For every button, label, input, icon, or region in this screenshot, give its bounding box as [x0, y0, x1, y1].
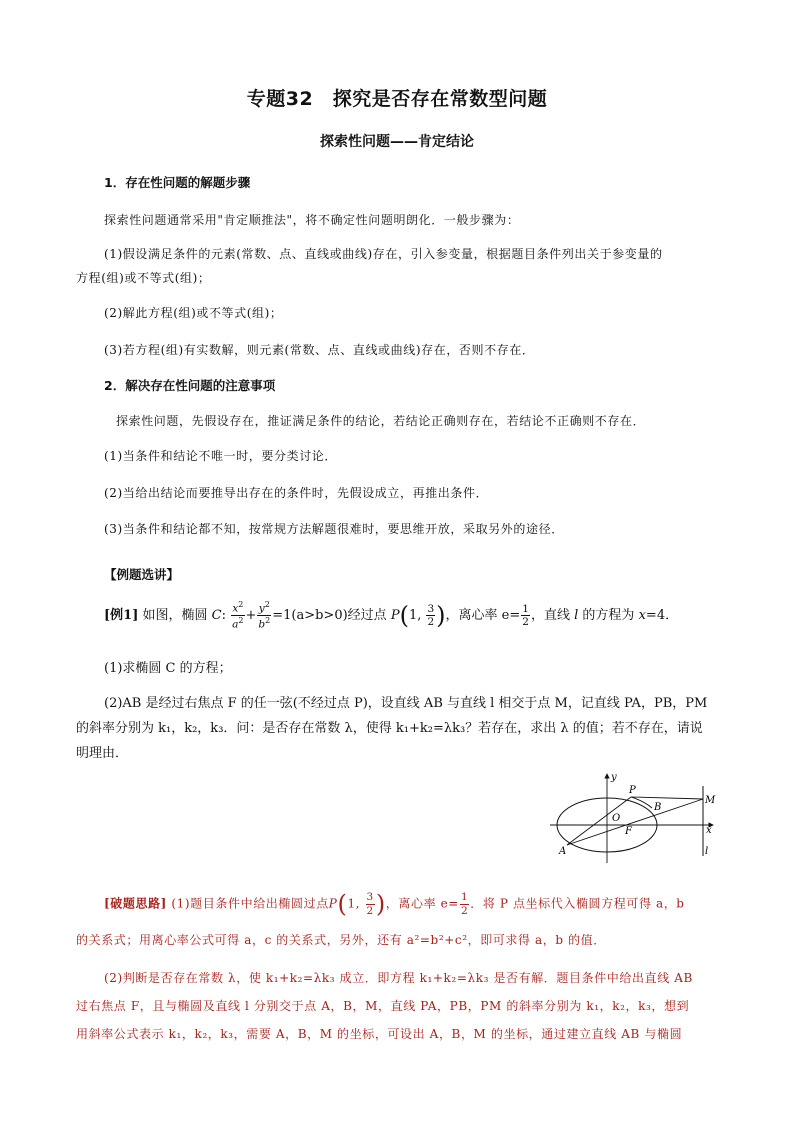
example1-text-e: =4． — [645, 608, 679, 623]
frac-den: 2 — [460, 904, 469, 917]
frac-3-2 — [366, 892, 375, 916]
colon: : — [221, 608, 226, 623]
section1-step1-line1: (1)假设满足条件的元素(常数、点、直线或曲线)存在，引入参变量，根据题目条件列出关于参变量的 — [104, 247, 663, 261]
section2-heading: 2．解决存在性问题的注意事项 — [104, 378, 276, 393]
section1-step2: (2)解此方程(组)或不等式(组)； — [104, 306, 283, 320]
example1-var-c: C — [211, 608, 222, 623]
examples-heading: 【例题选讲】 — [104, 567, 180, 582]
frac-num: 1 — [522, 602, 529, 615]
var-x: x — [638, 608, 646, 623]
frac-num: 1 — [460, 891, 469, 903]
frac-num: y — [258, 602, 265, 615]
label-p: P — [629, 785, 636, 796]
section1-step3: (3)若方程(组)有实数解，则元素(常数、点、直线或曲线)存在，否则不存在． — [104, 343, 535, 357]
frac-1-2 — [521, 604, 530, 628]
ellipse-figure — [545, 768, 725, 868]
label-x: x — [706, 825, 712, 836]
section2-intro: 探索性问题，先假设存在，推证满足条件的结论，若结论正确则存在，若结论不正确则不存在． — [116, 414, 646, 428]
label-b: B — [654, 802, 662, 813]
analysis-para1: [破题思路] (1)题目条件中给出椭圆过点P(1, $\frac{3}{2}$ )，离心率 e= $\frac{1}{2}$ ．将 P 点坐标代入椭圆方程可得 a，b — [104, 890, 685, 918]
page-title: 专题32 探究是否存在常数型问题 — [246, 88, 548, 110]
label-o: O — [612, 813, 621, 824]
frac-1-2 — [460, 892, 469, 916]
example1-part2-line1: (2)AB 是经过右焦点 F 的任一弦(不经过点 P)，设直线 AB 与直线 l 相交于点 M，记直线 PA，PB，PM — [104, 696, 708, 711]
label-f: F — [625, 826, 632, 837]
frac-num: 3 — [427, 602, 435, 615]
line-l: l — [574, 608, 579, 623]
section1-intro: 探索性问题通常采用"肯定顺推法"，将不确定性问题明朗化．一般步骤为： — [104, 213, 520, 227]
example1-statement: [例1] 如图，椭圆 C: $\frac{x^2}{a^2}$ + $\frac{y^2}{b^2}$ =1(a>b>0)经过点 P(1, $\frac{3}{2}$ )，离心率 e= $\frac{1}{2}$ ，直线 l 的方程为 x=4． — [104, 600, 679, 631]
example1-part1: (1)求椭圆 C 的方程； — [104, 661, 232, 676]
label-l: l — [705, 846, 709, 857]
section2-item3: (3)当条件和结论都不知，按常规方法解题很难时，要思维开放，采取另外的途径． — [104, 522, 564, 536]
frac-den: 2 — [522, 616, 529, 628]
example1-part2-line3: 明理由． — [76, 746, 129, 761]
frac-den: 2 — [366, 904, 374, 917]
analysis-para2-line2: 过右焦点 F，且与椭圆及直线 l 分别交于点 A，B，M，直线 PA，PB，PM 的斜率分别为 k₁，k₂，k₃，想到 — [76, 999, 690, 1013]
frac-y2-b2: $\frac{y^2}{b^2}$ — [258, 600, 271, 631]
analysis-p1-a: (1)题目条件中给出椭圆过点 — [171, 896, 329, 911]
frac-3-2 — [426, 604, 435, 628]
section2-item1: (1)当条件和结论不唯一时，要分类讨论． — [104, 449, 337, 463]
frac-x2-a2: $\frac{x^2}{a^2}$ — [232, 600, 244, 631]
label-m: M — [705, 795, 716, 806]
analysis-p1-c: ．将 P 点坐标代入椭圆方程可得 a，b — [470, 896, 685, 911]
frac-den: b — [258, 618, 266, 631]
example1-text-b: ，离心率 e= — [445, 608, 521, 623]
example1-text-d: 的方程为 — [582, 608, 635, 623]
equation-rest: =1(a>b>0)经过点 — [272, 608, 387, 623]
point-p-x: 1, — [408, 608, 422, 623]
analysis-para1-line2: 的关系式；用离心率公式可得 a，c 的关系式，另外，还有 a²=b²+c²，即可求得 a，b 的值． — [76, 933, 606, 947]
frac-den: a — [232, 618, 239, 631]
frac-den: 2 — [427, 616, 435, 628]
analysis-para2-line3: 用斜率公式表示 k₁，k₂，k₃，需要 A，B，M 的坐标，可设出 A，B，M 的坐标，通过建立直线 AB 与椭圆 — [76, 1027, 683, 1041]
section1-heading: 1．存在性问题的解题步骤 — [104, 175, 251, 190]
analysis-label: [破题思路] — [104, 896, 167, 911]
label-y: y — [611, 772, 617, 783]
example1-text-a: 如图，椭圆 — [142, 608, 208, 623]
line-am — [567, 799, 703, 845]
frac-num: x — [232, 602, 239, 615]
section1-step1-line2: 方程(组)或不等式(组)； — [76, 271, 211, 285]
point-p: P — [328, 896, 338, 911]
frac-num: 3 — [366, 891, 374, 903]
section-subtitle: 探索性问题——肯定结论 — [320, 134, 474, 150]
point-p-x: 1, — [347, 896, 361, 911]
section2-item2: (2)当给出结论而要推导出存在的条件时，先假设成立，再推出条件． — [104, 486, 489, 500]
point-p: P — [390, 608, 400, 623]
example1-part2-line2: 的斜率分别为 k₁，k₂，k₃．问：是否存在常数 λ，使得 k₁+k₂=λk₃？若存在，求出 λ 的值；若不存在，请说 — [76, 721, 703, 736]
analysis-para2-line1: (2)判断是否存在常数 λ，使 k₁+k₂=λk₃ 成立．即方程 k₁+k₂=λk₃ 是否有解．题目条件中给出直线 AB — [104, 971, 693, 985]
line-pm — [631, 797, 703, 799]
label-a: A — [559, 846, 567, 857]
analysis-p1-b: ，离心率 e= — [385, 896, 459, 911]
line-pa — [567, 797, 631, 845]
example1-label: [例1] — [104, 608, 139, 623]
example1-text-c: ，直线 — [530, 608, 570, 623]
